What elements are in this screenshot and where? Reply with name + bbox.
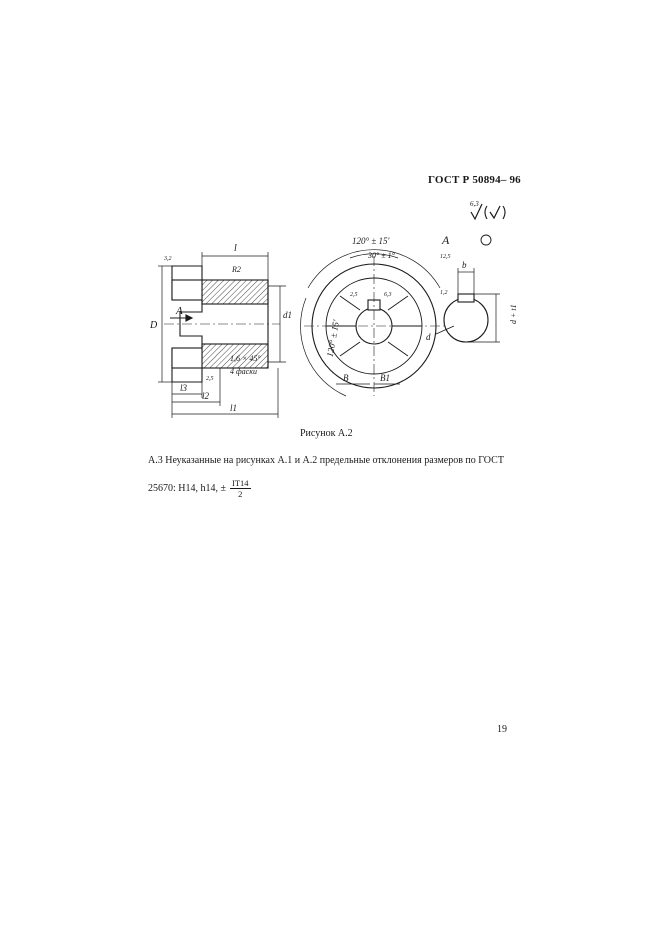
figure-caption: Рисунок А.2 <box>300 428 353 439</box>
dim-l1: l1 <box>230 403 238 413</box>
dim-l: l <box>234 243 237 254</box>
dim-b: b <box>462 260 467 270</box>
section-view <box>164 266 280 382</box>
dim-d-t1: d + t1 <box>509 304 518 324</box>
dim-d1: d1 <box>283 310 292 320</box>
roughness-2-5-left: 2,5 <box>206 376 214 382</box>
roughness-1-2: 1,2 <box>440 290 448 296</box>
fraction <box>230 478 251 499</box>
roughness-value: 6,3 <box>470 200 479 208</box>
dim-l2: l2 <box>202 391 210 401</box>
section-dimensions <box>158 252 286 418</box>
roughness-2-5-mid: 2,5 <box>350 292 358 298</box>
dim-B1: B1 <box>380 373 390 383</box>
chamfer-note: 4 фаски <box>230 367 257 376</box>
formula-prefix: 25670: H14, h14, ± <box>148 483 226 494</box>
angle-left: 120° ± 15′ <box>324 319 342 358</box>
chamfer-label: 1,6 × 45° <box>230 354 261 363</box>
technical-drawing <box>140 228 520 428</box>
keyway-view <box>436 235 500 342</box>
radius-label: R2 <box>232 265 241 274</box>
front-view <box>300 250 444 396</box>
dim-d: d <box>426 332 431 342</box>
fraction-denominator: 2 <box>238 489 243 499</box>
angle-small: 30° ± 1° <box>368 251 395 260</box>
page-number: 19 <box>497 724 507 735</box>
angle-top: 120° ± 15′ <box>352 236 390 246</box>
roughness-symbol-icon <box>468 196 518 224</box>
view-label-a-right: А <box>442 233 450 247</box>
view-label-a: А <box>176 305 183 317</box>
roughness-3-2: 3,2 <box>164 256 172 262</box>
roughness-12-5: 12,5 <box>440 254 451 260</box>
dim-D: D <box>150 320 158 331</box>
paragraph-a3: А.3 Неуказанные на рисунках А.1 и А.2 предельные отклонения размеров по ГОСТ <box>148 455 504 466</box>
dim-l3: l3 <box>180 383 188 393</box>
standard-code: ГОСТ Р 50894– 96 <box>428 174 521 186</box>
roughness-6-3-mid: 6,3 <box>384 292 392 298</box>
fraction-numerator: IT14 <box>232 478 249 488</box>
tolerance-formula <box>148 478 251 499</box>
dim-B: B <box>343 373 349 383</box>
